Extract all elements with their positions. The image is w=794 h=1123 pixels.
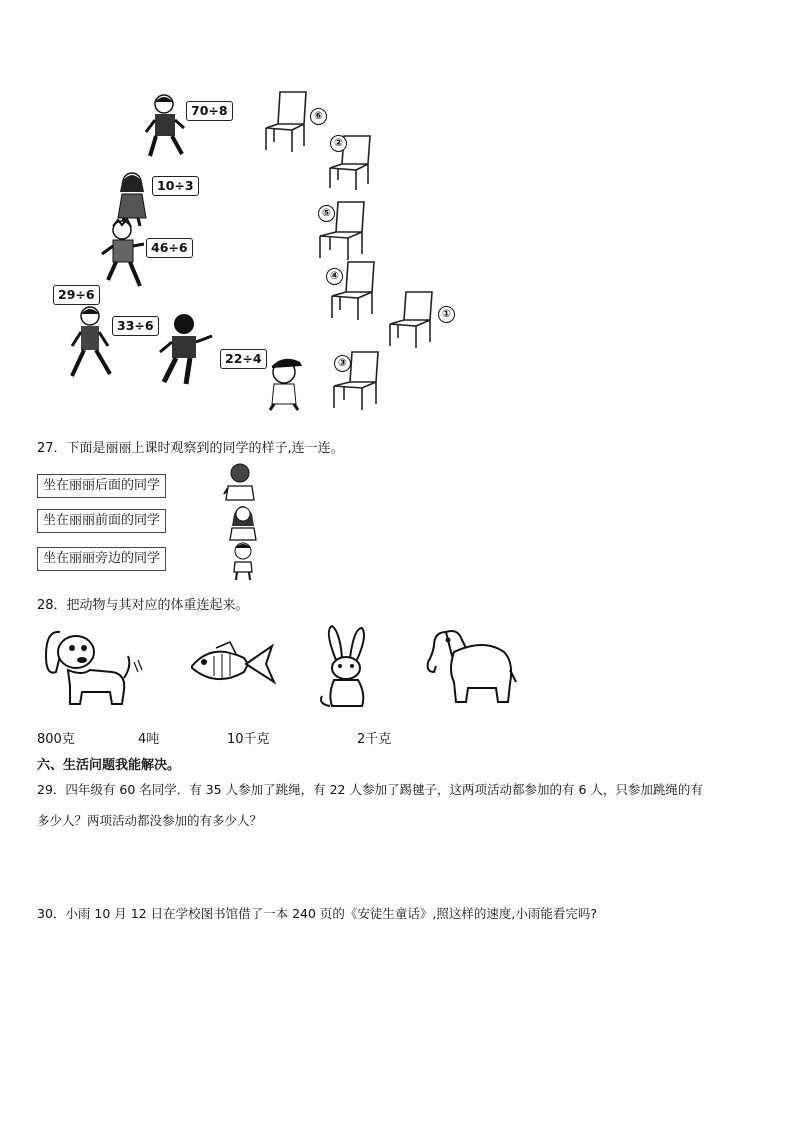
weight-800g: 800克: [37, 732, 75, 747]
division-bubble: 29÷6: [53, 285, 100, 305]
student-front-girl-icon: [226, 500, 260, 542]
chair-number: ③: [334, 355, 351, 372]
child-figure-5: [154, 312, 214, 388]
fish-icon: [186, 640, 278, 690]
question-28-text: 28．把动物与其对应的体重连起来。: [37, 598, 249, 613]
chair-number: ①: [438, 306, 455, 323]
student-back-icon: [222, 462, 256, 502]
section-6-title: 六、生活问题我能解决。: [37, 758, 181, 773]
chair-number: ②: [330, 135, 347, 152]
child-figure-4: [66, 304, 118, 382]
chair-number: ④: [326, 268, 343, 285]
option-beside-box: 坐在丽丽旁边的同学: [37, 547, 166, 571]
child-figure-1: [142, 92, 192, 164]
dog-icon: [42, 626, 142, 708]
division-bubble: 10÷3: [152, 176, 199, 196]
weight-4t: 4吨: [138, 732, 160, 747]
rabbit-icon: [318, 624, 376, 710]
elephant-icon: [424, 626, 518, 708]
division-bubble: 22÷4: [220, 349, 267, 369]
division-bubble: 33÷6: [112, 316, 159, 336]
weight-2kg: 2千克: [357, 732, 392, 747]
chair-icon: [386, 288, 438, 350]
student-side-boy-icon: [228, 540, 258, 582]
division-bubble: 70÷8: [186, 101, 233, 121]
chair-number: ⑥: [310, 108, 327, 125]
chair-icon: [262, 88, 312, 154]
question-29-line1: 29．四年级有 60 名同学．有 35 人参加了跳绳，有 22 人参加了踢毽子，这两项活动都参加的有 6 人，只参加跳绳的有: [37, 782, 703, 797]
option-behind-box: 坐在丽丽后面的同学: [37, 474, 166, 498]
question-29-line2: 多少人？两项活动都没参加的有多少人？: [37, 813, 263, 828]
question-30-text: 30．小雨 10 月 12 日在学校图书馆借了一本 240 页的《安徒生童话》,照这样的速度,小雨能看完吗?: [37, 906, 597, 921]
child-figure-6: [262, 354, 310, 410]
weight-10kg: 10千克: [227, 732, 270, 747]
child-figure-3: [100, 218, 150, 290]
chair-number: ⑤: [318, 205, 335, 222]
option-front-box: 坐在丽丽前面的同学: [37, 509, 166, 533]
division-bubble: 46÷6: [146, 238, 193, 258]
question-27-text: 27．下面是丽丽上课时观察到的同学的样子,连一连。: [37, 441, 344, 456]
